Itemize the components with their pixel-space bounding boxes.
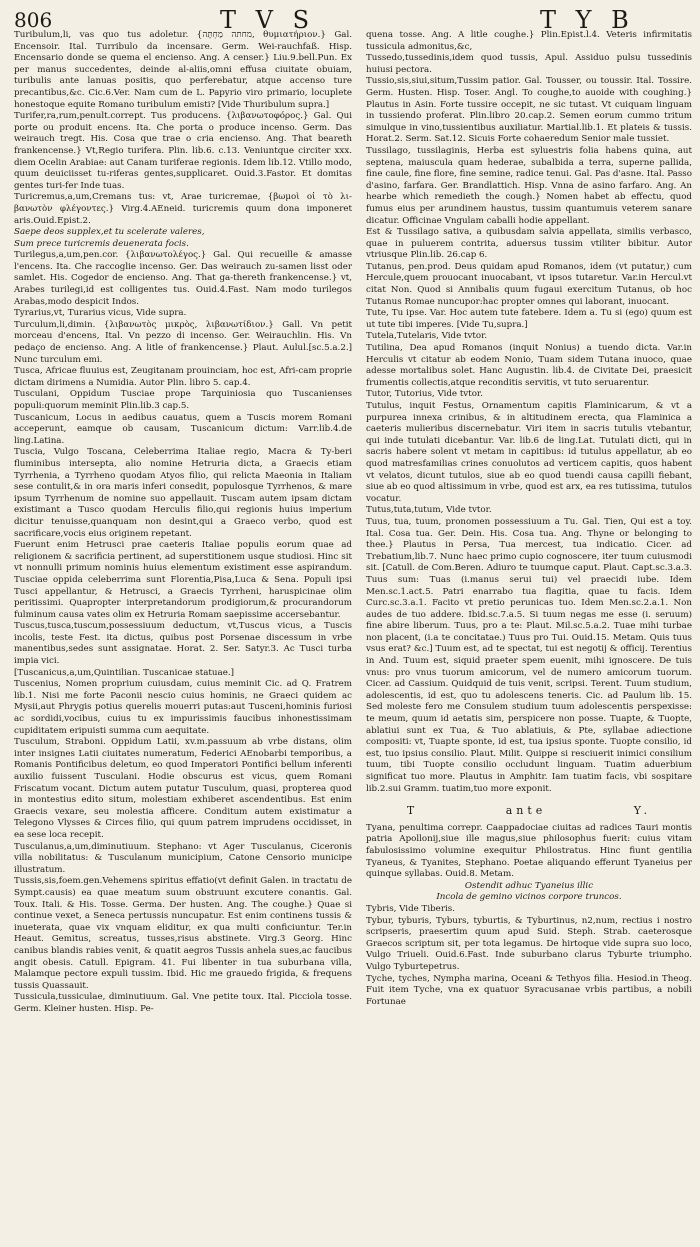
- entry-tyche: Tyche, tyches, Nympha marina, Oceani & Tethyos filia. Hesiod.in Theog. Fuit item Tyche, vna ex quatuor Syracusanae vrbis partibus, a nobili Fortunae: [366, 973, 692, 1007]
- entry-tyana: Tyana, penultima correpr. Caappadociae ciuitas ad radices Tauri montis patria Apollonij,siue ille magus,siue philosophus fuerit: cuius vitam fabulosissimo volumine exequitur Philostratus. Hinc fiunt gentilia Tyaneus, & Tyanites, Stephano. Poetae aliquando efferunt Tyaneius per quinque syllabas. Ouid.8. Metam.: [366, 822, 692, 880]
- entry-tussio: Tussio,sis,siui,situm,Tussim patior. Gal. Tousser, ou toussir. Ital. Tossire. Germ. Husten. Hisp. Toser. Angl. To coughe,to auoide with coughing.} Plautus in Asin. Forte tussire occepit, ne sic tutast. Vt cuiquam linguam in tussiendo proferat. Plin.libro 20.cap.2. Semen eorum cummo tritum simulque in vino,tussientibus auxiliatur. Martial.lib.1. Et plateis & tussis. Horat.2. Serm. Sat.12. Sicuis Forte cohaeredum Senior male tussiet.: [366, 76, 692, 145]
- entry-turculum: Turculum,li,dimin. {λιβανωτὸς μικρὸς, λιβανωτίδιον.} Gall. Vn petit morceau d'encens, Ital. Vn pezzo di incenso. Ger. Weirauchlin. His. Vn pedaço de encienso. Ang. A litle of frankencense.} Plaut. Aulul.[sc.5.a.2.] Nunc turculum emi.: [14, 319, 352, 365]
- left-column: [14, 30, 352, 1015]
- section-heading-left: T: [406, 804, 419, 818]
- entry-tuscanicum: Tuscanicum, Locus in aedibus cauatus, quem a Tuscis morem Romani acceperunt, eamque ob causam, Tuscanicum dictum: Varr.lib.4.de ling.Latina.: [14, 412, 352, 446]
- entry-tute: Tute, Tu ipse. Var. Hoc autem tute fatebere. Idem a. Tu si (ego) quum est ut tute tibi imperes. [Vide Tu,supra.]: [366, 308, 692, 330]
- entry-tussis: Tussis,sis,foem.gen.Vehemens spiritus effatio(vt definit Galen. in tractatu de Sympt.causis) ea quae meatum suum obstruunt excutere conantis. Gal. Toux. Itali. & His. Tosse. Germa. Der husten. Ang. The coughe.} Quae si continue vexet, a Seneca pertussis nuncupatur. Est enim continens tussis & inueterata, quae vix vnquam eliditur, ex qua multi conficiuntur. Ter.in Heaut. Gemitus, screatus, tusses,risus abstinete. Virg.3 Georg. Hinc canibus blandis rabies venit, & quatit aegros Tussis anhela sues,ac faucibus angit obesis. Catull. Epigram. 41. Fui libenter in tua suburbana villa, Malamque pectore expuli tussim. Ibid. Hic me grauedo frigida, & frequens tussis Quassauit.: [14, 876, 352, 991]
- entry-turicremus: Turicremus,a,um,Cremans tus: vt, Arae turicremae, {βωμοὶ οἱ τὸ λι-βανωτὸν φλέγοντες.} Virg.4.AEneid. turicremis quum dona imponeret aris.Ouid.Epist.2.: [14, 192, 352, 226]
- entry-tutulus: Tutulus, inquit Festus, Ornamentum capitis Flaminicarum, & vt a purpurea innexa crinibus, & in altitudinem erecta, qua Flaminica a caeteris mulieribus discernebatur. Viri item in sacris tutulis vtebantur, qui inde tutulati dicebantur. Var. lib.6 de ling.Lat. Tutulati dicti, qui in sacris habere solent vt metam in capitibus: id tutulus appellatur, ab eo quod matresfamilias crines conuolutos ad verticem capitis, quos habent vt velatos, dicunt tutulos, siue ab eo quod tuendi causa capilli fiebant, siue ab eo quod altissimum in vrbe, quod est arx, ea res tutissima, tutulos vocatur.: [366, 401, 692, 504]
- entry-tuscani: Tusculani, Oppidum Tusciae prope Tarquiniosia quo Tuscanienses populi:quorum meminit Plin.lib.3 cap.5.: [14, 389, 352, 411]
- section-heading-mid: ante: [505, 804, 547, 818]
- running-head-left: T V S: [220, 6, 316, 34]
- entry-tybur: Tybur, tyburis, Tyburs, tyburtis, & Tyburtinus, n2,num, rectius i nostro scripseris, praesertim quum apud Suid. Steph. Strab. caeterosque Graecos scriptum sit, per tota legamus. De hirtoque vide supra suo loco, Vulgo Triueli. Ouid.6.Fast. Inde suburbano clarus Tyburte triumpho. Vulgo Tyburtepetrus.: [366, 915, 692, 972]
- entry-tussilago-sativa: Est & Tussilago sativa, a quibusdam salvia appellata, similis verbasco, quae in puluerem contrita, aduersus tussim vtiliter bibitur. Autor vtriusque Plin.lib. 26.cap 6.: [366, 227, 692, 261]
- verse-line: Incola de gemino vicinos corpore truncos.: [436, 892, 622, 903]
- entry-tutilina: Tutilina, Dea apud Romanos (inquit Nonius) a tuendo dicta. Var.in Herculis vt citatur ab eodem Nonio, Tuam sidem Tutana inuoco, quae adesse mortalibus solet. Hanc Augustin. lib.4. de Civitate Dei, praesicit frumentis collectis,atque reconditis servitis, vt tuto seruarentur.: [366, 343, 692, 388]
- entry-tusca: Tusca, Africae fluuius est, Zeugitanam prouinciam, hoc est, Afri-cam proprie dictam dirimens a Numidia. Autor Plin. libro 5. cap.4.: [14, 366, 352, 388]
- entry-tuscenius: Tuscenius, Nomen proprium cuiusdam, cuius meminit Cic. ad Q. Fratrem lib.1. Nisi me forte Paconii nescio cuius hominis, ne Graeci quidem ac Mysii,aut Phrygis potius querelis mouerri putas:aut Tusceni,hominis furiosi ac sordidi,vocibus, cuius tu ex impurissimis faucibus inhonestissimam cupiditatem eripuisti summa cum aequitate.: [14, 679, 352, 736]
- entry-tuscia: Tuscia, Vulgo Toscana, Celeberrima Italiae regio, Macra & Ty-beri fluminibus intersepta, alio nomine Hetruria dicta, a Graecis etiam Tyrrhenia, a Tyrrheno quodam Atyos filio, qui relicta Maeonia in Italiam sese contulit,& in ora maris inferi consedit, populosque Tyrrhenos, & mare ipsum Tyrrhenum de nomine suo appellauit. Tuscam autem ipsam dictam existimant a Tusco quodam Herculis filio,qui regionis huius imperium dicitur tenuisse,quanquam non desint,qui a Graeco verbo, quod est sacrificare,vocis eius originem repetant.: [14, 447, 352, 539]
- entry-tusculum: Tusculum, Straboni. Oppidum Latii, xv.m.passuum ab vrbe distans, olim inter insignes Latii ciuitates numeratum, Federici AEnobarbi temporibus, a Romanis Pontificibus deletum, eo quod Imperatori Pontifici bellum inferenti auxilio fuissent Tusculani. Hodie obscurus est vicus, quem Romani Friscatum vocant. Dictum autem putatur Tusculum, quasi, propterea quod in montestius edito situm, molestiam exhiberet ascendentibus. Est enim Graecis vexare, seu molestia afficere. Conditum autem existimatur a Telegono Vlysses & Circes filio, qui quum patrem imprudens occidisset, in ea sese loca recepit.: [14, 737, 352, 840]
- section-heading-right: Y.: [633, 804, 652, 818]
- entry-tutanus: Tutanus, pen.prod. Deus quidam apud Romanos, idem (vt putatur,) cum Hercule,quem prouocant inuocabant, vt ipsos tutaretur. Var.in Hercul.vt citat Non. Quod si Annibalis quum fugaui exercitum Tutanus, ob hoc Tutanus Romae nuncupor:hac propter omnes qui laborant, inuocant.: [366, 261, 692, 307]
- entry-tuscus: Tuscus,tusca,tuscum,possessiuum deductum, vt,Tuscus vicus, a Tuscis incolis, teste Fest. ita dictus, quibus post Porsenae discessum in vrbe manentibus,sedes sunt assignatae. Horat. 2. Ser. Satyr.3. Ac Tusci turba impia vici.: [14, 621, 352, 667]
- section-heading-t-ante-y: [366, 805, 692, 817]
- entry-tussedo: Tussedo,tussedinis,idem quod tussis, Apul. Assiduo pulsu tussedinis huiusi pectora.: [366, 53, 692, 75]
- verse-line: Ostendit adhuc Tyaneius illic: [464, 880, 594, 891]
- running-head-right: T Y B: [540, 6, 635, 34]
- entry-tutela: Tutela,Tutelaris, Vide tvtor.: [366, 331, 488, 342]
- entry-turibulum: Turibulum,li, vas quo tus adoletur. {מחתה מַחְתָּה, θυμιατήριον.} Gal. Encensoir. Ital. Turribulo da incensare. Germ. Wei-rauchfaß. Hisp. Encensario donde se quema el encienso. Ang. A censer.} Liu.9.bell.Pun. Ex per manus succedentes, deinde al-aliis,omni effusa ciuitate obuiam, turibulis ante lanuas positis, quo perferebatur, atque accenso ture precantibus,&c. Cic.6.Ver. Nam cum de L. Papyrio viro primario, locuplete honestoque equite Romano turibulum emisti? [Vide Thuribulum supra.]: [14, 30, 353, 110]
- entry-turifer: Turifer,ra,rum,penult.corrept. Tus producens. {λιβανωτοφόρος.} Gal. Qui porte ou produit encens. Ita. Che porta o produce incenso. Germ. Das weirauch tregt. His. Cosa que trae o cria encienso. Ang. That beareth frankencense.} Vt,Regio turifera. Plin. lib.6. c.13. Veniuntque circiter xxx. diem Ocelin Arabiae: aut Canam turiferae regionis. Idem lib.12. Vtillo modo, quum deuiciisset tu-riferas gentes,supplicaret. Ouid.3.Fastor. Et domitas gentes turi-fer Inde tuas.: [14, 111, 352, 191]
- entry-tusculanus: Tusculanus,a,um,diminutiuum. Stephano: vt Ager Tusculanus, Ciceronis villa nobilitatus: & Tusculanum municipium, Catone Censorio municipe illustratum.: [14, 841, 352, 875]
- entry-tussicula: Tussicula,tussiculae, diminutiuum. Gal. Vne petite toux. Ital. Picciola tosse. Germ. Kleiner husten. Hisp. Pe-: [14, 992, 352, 1014]
- entry-tuscia-cont: Fuerunt enim Hetrusci prae caeteris Italiae populis eorum quae ad religionem & sacrificia pertinent, ad superstitionem usque studiosi. Hinc sit vt nonnulli primum nominis huius elementum existiment esse aspirandum. Tusciae oppida celeberrima sunt Florentia,Pisa,Luca & Sena. Populi ipsi Tusci appellantur, & Hetrusci, a Graecis Tyrrheni, haruspicinae olim peritissimi. Quapropter interpretandorum prodigiorum,& procurandorum fulminum causa vates olim ex Hetruria Romam saepissime accersebantur.: [14, 540, 352, 620]
- entry-tuus: Tuus, tua, tuum, pronomen possessiuum a Tu. Gal. Tien, Qui est a toy. Ital. Cosa tua. Ger. Dein. His. Cosa tua. Ang. Thyne or belonging to thee.} Plautus in Persa, Tua mercest, tua indicatio. Cicer. ad Trebatium,lib.7. Nunc haec primo cupio cognoscere, iter tuum cuiusmodi sit. [Catull. de Com.Beren. Adiuro te tuumque caput. Plaut. Capt.sc.3.a.3. Tuus sum: Tuas (i.manus serui tui) vel praecidi iube. Idem Men.sc.1.act.5. Patri enarrabo tua flagitia, quae tu facis. Idem Curc.sc.3.a.1. Facito vt pretio perunicas tuo. Idem Men.sc.2.a.1. Non audes de tuo addere. Ibid.sc.7.a.5. Si tuum negas me esse (i. seruum) fine abire liberum. Tuus, pro a te: Plaut. Mil.sc.5.a.2. Tuae mihi turbae non placent, (i.a te concitatae.) Tuus pro Tui. Ouid.15. Metam. Quis tuus vsus erat? &c.] Tuum est, ad te spectat, tui est negotij & officij. Terentius in And. Tuum est, siquid praeter spem euenit, mihi ignoscere. De tuis vnus: pro vnus tuorum amicorum, vel de numero amicorum tuorum. Cicer. ad Cassium. Quidquid de tuis venit, scripsi. Terent. Tuum studium, adolescentis, id est, quo tu adolescens teneris. Cic. ad Paulum lib. 15. Sed moleste fero me Consulem studium tuum adolescentis perspexisse: te meum, quum id aetatis sim, perspicere non posse. Tuapte, & Tuopte, ablatiui sunt ex Tua, & Tuo ablatiuis, & Pte, syllabae adiectione compositi: vt, Tuapte sponte, id est, tua ipsius sponte. Tuopte consilio, id est, tuo ipsius consilio. Plaut. Milit. Quippe si resciuerit inimici consilium tuum, tibi Tuopte consilio occludunt linguam. Tuatim aduerbium significat tuo more. Plautus in Amphitr. Iam tuatim facis, vbi sospitare lib.2.sui Gramm. tuatim,tuo more exponit.: [366, 516, 692, 794]
- entry-turarius: Tyrarius,vt, Turarius vicus, Vide supra.: [14, 308, 187, 319]
- page-number: 806: [14, 8, 53, 32]
- entry-tutus: Tutus,tuta,tutum, Vide tvtor.: [366, 505, 492, 516]
- entry-tussilago: Tussilago, tussilaginis, Herba est syluestris folia habens quina, aut septena, maiuscula quam hederae, subalbida a terra, superne pallida, fine caule, fine flore, fine semine, radice tenui. Gal. Pas d'asne. Ital. Passo d'asino, farfara. Ger. Brandlattich. Hisp. Vnna de asino farfaro. Ang. An hearbe which remedieth the cough.} Nomen habet ab effectu, quod fumus eius per arundinem haustus, tussim quantumuis veterem sanare dicatur. Officinae Vngulam caballi hodie appellant.: [366, 145, 692, 226]
- right-column: [366, 30, 692, 1008]
- entry-tussicula-cont: quena tosse. Ang. A litle coughe.} Plin.Epist.l.4. Veteris infirmitatis tussicula admonitus,&c,: [366, 30, 692, 52]
- entry-tuscanicus: [Tuscanicus,a,um,Quintilian. Tuscanicae statuae.]: [14, 667, 234, 678]
- entry-tybris: Tybris, Vide Tiberis.: [366, 903, 455, 914]
- entry-tutor: Tutor, Tutorius, Vide tvtor.: [366, 389, 483, 400]
- entry-turilegus: Turilegus,a,um,pen.cor. {λιβανωτολέγος.} Gal. Qui recueille & amasse l'encens. Ita. Che raccoglie incenso. Ger. Das weirauch zu-samen lisst oder samlet. His. Cogedor de encienso. Ang. That ga-thereth frankencense.} vt, Arabes turilegi,id est colligentes tus. Ouid.4.Fast. Nam modo turilegos Arabas,modo despicit Indos.: [14, 250, 352, 307]
- verse-line: Saepe deos supplex,et tu scelerate valeres,: [14, 227, 205, 238]
- verse-line: Sum prece turicremis deuenerata focis.: [14, 238, 189, 249]
